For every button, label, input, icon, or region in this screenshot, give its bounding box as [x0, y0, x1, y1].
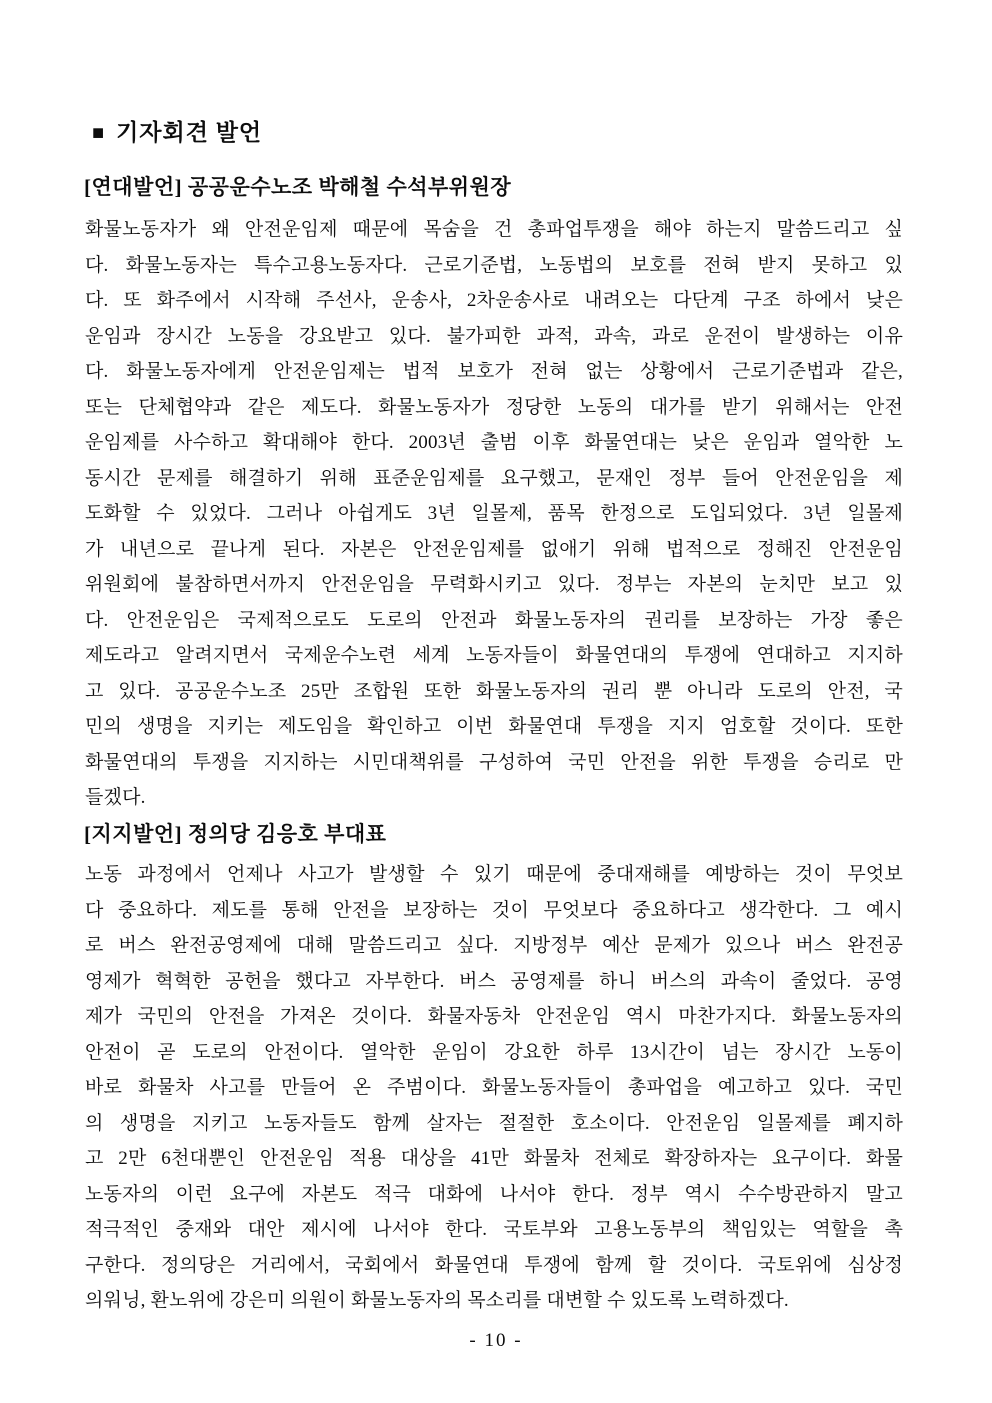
paragraph-line: 동시간 문제를 해결하기 위해 표준운임제를 요구했고, 문재인 정부 들어 안전운임을 제 [85, 467, 903, 489]
section-heading-solidarity-statement: [연대발언] 공공운수노조 박해철 수석부위원장 [84, 175, 512, 199]
paragraph-support-statement [85, 857, 903, 1319]
paragraph-line: 영제가 혁혁한 공헌을 했다고 자부한다. 버스 공영제를 하니 버스의 과속이 줄었다. 공영 [85, 970, 903, 992]
paragraph-line: 제가 국민의 안전을 가져온 것이다. 화물자동차 안전운임 역시 마찬가지다. 화물노동자의 [85, 1006, 903, 1027]
paragraph-line: 노동자의 이런 요구에 자본도 적극 대화에 나서야 한다. 정부 역시 수수방관하지 말고 [85, 1183, 903, 1205]
paragraph-line: 고 있다. 공공운수노조 25만 조합원 또한 화물노동자의 권리 뿐 아니라 도로의 안전, 국 [85, 680, 903, 702]
paragraph-line: 또는 단체협약과 같은 제도다. 화물노동자가 정당한 노동의 대가를 받기 위해서는 안전 [85, 396, 903, 418]
paragraph-line: 로 버스 완전공영제에 대해 말씀드리고 싶다. 지방정부 예산 문제가 있으나 버스 완전공 [85, 935, 903, 956]
paragraph-line: 다. 화물노동자는 특수고용노동자다. 근로기준법, 노동법의 보호를 전혀 받지 못하고 있 [85, 254, 903, 276]
paragraph-line: 제도라고 알려지면서 국제운수노련 세계 노동자들이 화물연대의 투쟁에 연대하고 지지하 [85, 645, 903, 666]
paragraph-line: 노동 과정에서 언제나 사고가 발생할 수 있기 때문에 중대재해를 예방하는 것이 무엇보 [85, 864, 903, 885]
paragraph-line: 바로 화물차 사고를 만들어 온 주범이다. 화물노동자들이 총파업을 예고하고 있다. 국민 [85, 1077, 903, 1098]
paragraph-line: 가 내년으로 끝나게 된다. 자본은 안전운임제를 없애기 위해 법적으로 정해진 안전운임 [85, 538, 903, 560]
paragraph-solidarity-statement [85, 212, 903, 816]
paragraph-line: 운임과 장시간 노동을 강요받고 있다. 불가피한 과적, 과속, 과로 운전이 발생하는 이유 [85, 325, 903, 347]
paragraph-line: 화물노동자가 왜 안전운임제 때문에 목숨을 건 총파업투쟁을 해야 하는지 말씀드리고 싶 [85, 219, 903, 240]
paragraph-line: 도화할 수 있었다. 그러나 아쉽게도 3년 일몰제, 품목 한정으로 도입되었다. 3년 일몰제 [85, 503, 903, 524]
paragraph-line: 적극적인 중재와 대안 제시에 나서야 한다. 국토부와 고용노동부의 책임있는 역할을 촉 [85, 1219, 903, 1240]
paragraph-line: 민의 생명을 지키는 제도임을 확인하고 이번 화물연대 투쟁을 지지 엄호할 것이다. 또한 [85, 716, 903, 737]
page-title-text: 기자회견 발언 [116, 120, 263, 145]
paragraph-line: 다. 또 화주에서 시작해 주선사, 운송사, 2차운송사로 내려오는 다단계 구조 하에서 낮은 [85, 290, 903, 311]
paragraph-line: 안전이 곧 도로의 안전이다. 열악한 운임이 강요한 하루 13시간이 넘는 장시간 노동이 [85, 1041, 903, 1063]
paragraph-line: 다. 화물노동자에게 안전운임제는 법적 보호가 전혀 없는 상황에서 근로기준법과 같은, [85, 361, 903, 382]
square-bullet-icon: ■ [92, 122, 106, 144]
paragraph-line: 화물연대의 투쟁을 지지하는 시민대책위를 구성하여 국민 안전을 위한 투쟁을 승리로 만 [85, 751, 903, 773]
paragraph-line: 고 2만 6천대뿐인 안전운임 적용 대상을 41만 화물차 전체로 확장하자는 요구이다. 화물 [85, 1148, 903, 1169]
paragraph-line: 위원회에 불참하면서까지 안전운임을 무력화시키고 있다. 정부는 자본의 눈치만 보고 있 [85, 574, 903, 595]
paragraph-line: 들겠다. [85, 787, 146, 808]
paragraph-line: 구한다. 정의당은 거리에서, 국회에서 화물연대 투쟁에 함께 할 것이다. 국토위에 심상정 [85, 1254, 903, 1276]
paragraph-line: 다. 안전운임은 국제적으로도 도로의 안전과 화물노동자의 권리를 보장하는 가장 좋은 [85, 609, 903, 631]
page-number: - 10 - [469, 1330, 523, 1351]
paragraph-line: 의워닝, 환노위에 강은미 의원이 화물노동자의 목소리를 대변할 수 있도록 노력하겠다. [85, 1290, 789, 1311]
section-heading-support-statement: [지지발언] 정의당 김응호 부대표 [84, 822, 387, 846]
paragraph-line: 의 생명을 지키고 노동자들도 함께 살자는 절절한 호소이다. 안전운임 일몰제를 폐지하 [85, 1112, 903, 1134]
paragraph-line: 운임제를 사수하고 확대해야 한다. 2003년 출범 이후 화물연대는 낮은 운임과 열악한 노 [85, 432, 903, 453]
page-title [92, 114, 262, 147]
paragraph-line: 다 중요하다. 제도를 통해 안전을 보장하는 것이 무엇보다 중요하다고 생각한다. 그 예시 [85, 899, 903, 921]
